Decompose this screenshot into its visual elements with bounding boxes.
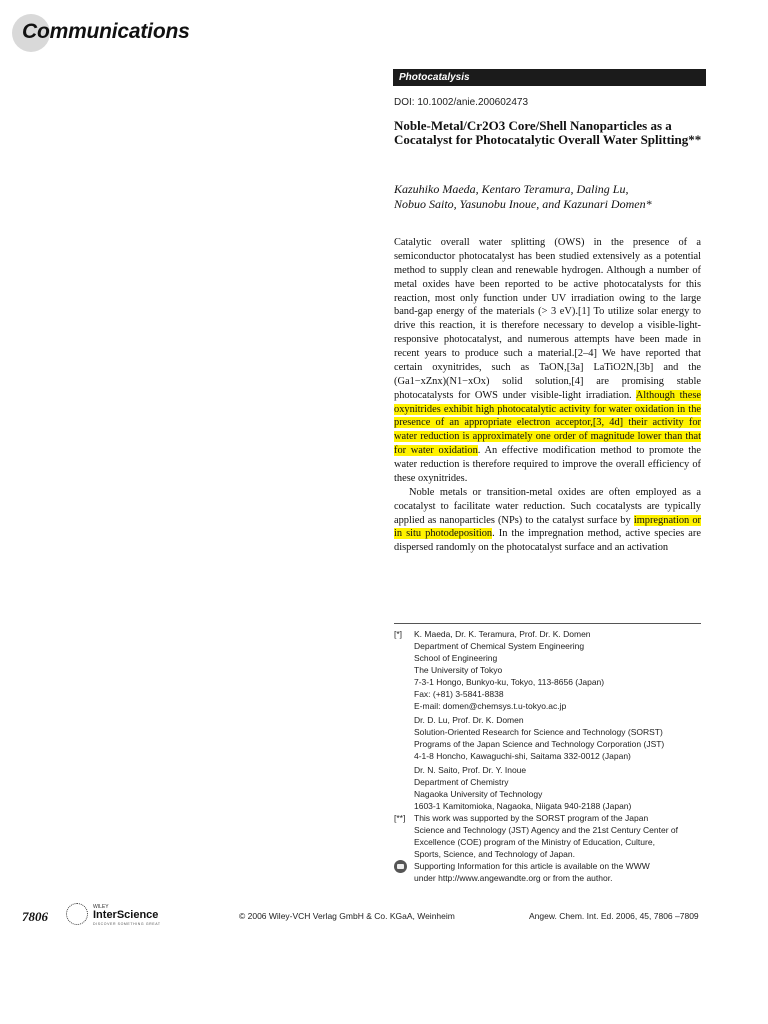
- author-list: [394, 182, 706, 212]
- author-line: Kazuhiko Maeda, Kentaro Teramura, Daling Lu,: [394, 182, 629, 196]
- copyright-notice: © 2006 Wiley-VCH Verlag GmbH & Co. KGaA, Weinheim: [239, 911, 455, 921]
- supporting-info-link[interactable]: under http://www.angewandte.org or from the author.: [414, 873, 613, 883]
- affiliation-line: Fax: (+81) 3-5841-8838: [414, 689, 504, 699]
- affiliation-line: K. Maeda, Dr. K. Teramura, Prof. Dr. K. Domen: [414, 629, 591, 639]
- affiliation-block: [394, 628, 706, 812]
- article-title: Noble-Metal/Cr2O3 Core/Shell Nanoparticles as a Cocatalyst for Photocatalytic Overall Water Splitting**: [394, 118, 702, 147]
- body-text-segment: . An effective modification method to promote the water reduction is therefore required to improve the overall efficiency of these oxynitrides.: [394, 445, 701, 484]
- affiliation-line: 7-3-1 Hongo, Bunkyo-ku, Tokyo, 113-8656 (Japan): [414, 677, 605, 687]
- author-line: Nobuo Saito, Yasunobu Inoue, and Kazunari Domen*: [394, 197, 652, 211]
- supporting-info-icon: [394, 860, 407, 873]
- funding-line: This work was supported by the SORST program of the Japan: [414, 813, 649, 823]
- doi-link[interactable]: DOI: 10.1002/anie.200602473: [394, 97, 528, 108]
- logo-globe-icon: [66, 903, 88, 925]
- supporting-info-line: Supporting Information for this article is available on the WWW: [414, 861, 650, 871]
- body-text-segment: . In the impregnation method, active species are dispersed randomly on the photocatalyst surface and an activation: [394, 528, 701, 554]
- article-body: [394, 236, 701, 555]
- funding-line: Excellence (COE) program of the Ministry of Education, Culture,: [414, 837, 655, 847]
- logo-wordmark-small: WILEY: [93, 904, 109, 910]
- body-paragraph: [394, 486, 701, 555]
- category-bar: Photocatalysis: [393, 69, 706, 86]
- affiliation-line: 1603-1 Kamitomioka, Nagaoka, Niigata 940-2188 (Japan): [414, 801, 632, 811]
- footnote-marker: [*]: [394, 629, 403, 639]
- affiliation-line: Programs of the Japan Science and Technology Corporation (JST): [414, 739, 665, 749]
- section-title: Communications: [22, 20, 190, 43]
- body-text-segment: Noble metals or transition-metal oxides are often employed as a cocatalyst to facilitate water reduction. Such cocatalysts are typically applied as nanoparticles (NPs) to the catalyst surface by: [394, 486, 701, 526]
- footnote-divider: [394, 623, 701, 624]
- funding-text: [414, 812, 706, 860]
- supporting-info-marker: [394, 860, 414, 884]
- supporting-info-block: [394, 860, 706, 884]
- funding-line: Sports, Science, and Technology of Japan.: [414, 849, 575, 859]
- affiliation-line: Solution-Oriented Research for Science and Technology (SORST): [414, 727, 663, 737]
- publisher-logo: [66, 903, 176, 927]
- footnote-marker: [**]: [394, 813, 406, 823]
- affiliation-line: Dr. N. Saito, Prof. Dr. Y. Inoue: [414, 765, 527, 775]
- funding-line: Science and Technology (JST) Agency and the 21st Century Center of: [414, 825, 678, 835]
- journal-citation: Angew. Chem. Int. Ed. 2006, 45, 7806 –7809: [529, 911, 699, 921]
- affiliation-line: Department of Chemical System Engineering: [414, 641, 585, 651]
- affiliations-footnote: [394, 628, 706, 884]
- logo-wordmark: InterScience: [93, 909, 159, 921]
- affiliation-line: Department of Chemistry: [414, 777, 509, 787]
- highlighted-text: impregnation or in situ photodeposition: [394, 514, 701, 540]
- logo-tagline: DISCOVER SOMETHING GREAT: [93, 922, 161, 926]
- body-text-segment: Catalytic overall water splitting (OWS) in the presence of a semiconductor photocatalyst has been studied extensively as a potential method to supply clean and renewable hydrogen. Although a number of metal oxides have been reported to be active photocatalysts for this reaction, most only function under UV irradiation owing to the large band-gap energy of the materials (> 3 eV).[1] To utilize solar energy to drive this reaction, it is therefore necessary to develop a visible-light-responsive photocatalyst, and numerous attempts have been made in recent years to produce such a material.[2–4] We have reported that certain oxynitrides, such as TaON,[3a] LaTiO2N,[3b] and the (Ga1−xZnx)(N1−xOx) solid solution,[4] are promising stable photocatalysts for OWS under visible-light irradiation.: [394, 237, 701, 401]
- affiliation-text: [414, 628, 706, 812]
- body-paragraph: [394, 236, 701, 486]
- page-number: 7806: [22, 909, 48, 924]
- highlighted-text: Although these oxynitrides exhibit high photocatalytic activity for water oxidation in the presence of an appropriate electron acceptor,[3, 4d] their activity for water reduction is approximately one order of magnitude lower than that for water oxidation: [394, 389, 702, 457]
- affiliation-line: Dr. D. Lu, Prof. Dr. K. Domen: [414, 715, 524, 725]
- funding-block: [394, 812, 706, 860]
- affiliation-line: Nagaoka University of Technology: [414, 789, 543, 799]
- affiliation-line: 4-1-8 Honcho, Kawaguchi-shi, Saitama 332-0012 (Japan): [414, 751, 631, 761]
- affiliation-line: School of Engineering: [414, 653, 498, 663]
- supporting-info-text: [414, 860, 706, 884]
- affiliation-line: The University of Tokyo: [414, 665, 503, 675]
- email-link[interactable]: E-mail: domen@chemsys.t.u-tokyo.ac.jp: [414, 701, 567, 711]
